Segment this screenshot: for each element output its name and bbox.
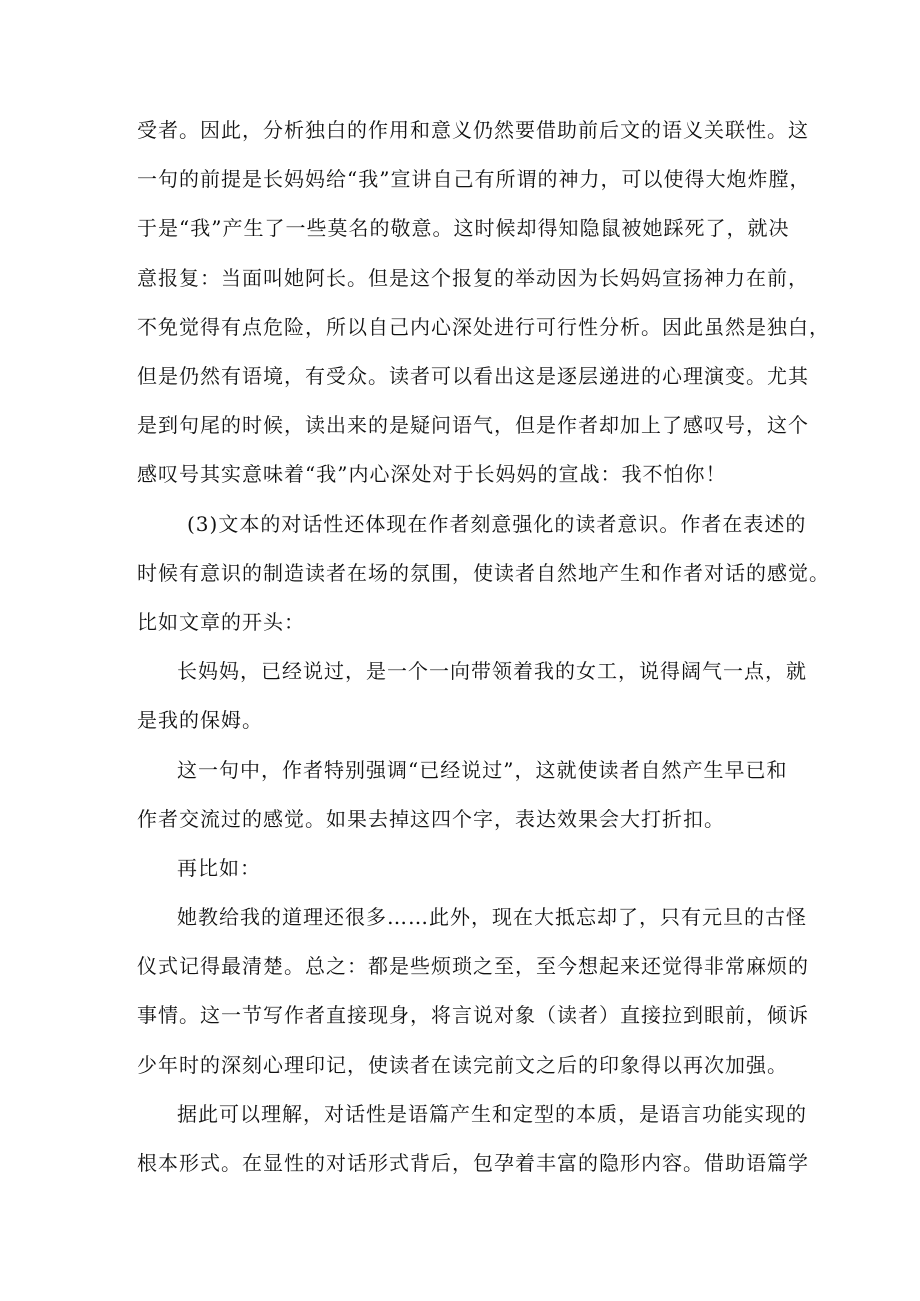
quote-line: 仪式记得最清楚。总之：都是些烦琐之至，至今想起来还觉得非常麻烦的 bbox=[137, 954, 809, 978]
text-line: 比如文章的开头： bbox=[137, 610, 305, 634]
text-line: 时候有意识的制造读者在场的氛围，使读者自然地产生和作者对话的感觉。 bbox=[137, 561, 830, 585]
text-line: 根本形式。在显性的对话形式背后，包孕着丰富的隐形内容。借助语篇学 bbox=[137, 1151, 809, 1175]
text-line: 这一句中，作者特别强调“已经说过”，这就使读者自然产生早已和 bbox=[177, 758, 788, 782]
text-line: 感叹号其实意味着“我”内心深处对于长妈妈的宣战：我不怕你！ bbox=[137, 462, 727, 486]
text-line: 少年时的深刻心理印记，使读者在读完前文之后的印象得以再次加强。 bbox=[137, 1053, 788, 1077]
text-line: 于是“我”产生了一些莫名的敬意。这时候却得知隐鼠被她踩死了，就决 bbox=[137, 216, 790, 240]
quote-line: 是我的保姆。 bbox=[137, 708, 263, 732]
text-line: 受者。因此，分析独白的作用和意义仍然要借助前后文的语义关联性。这 bbox=[137, 118, 809, 142]
text-line: 作者交流过的感觉。如果去掉这四个字，表达效果会大打折扣。 bbox=[137, 807, 725, 831]
quote-line: 长妈妈，已经说过，是一个一向带领着我的女工，说得阔气一点，就 bbox=[177, 659, 807, 683]
text-line: 不免觉得有点危险，所以自己内心深处进行可行性分析。因此虽然是独白， bbox=[137, 315, 830, 339]
quote-line: 她教给我的道理还很多……此外，现在大抵忘却了，只有元旦的古怪 bbox=[177, 905, 807, 929]
text-line: 意报复：当面叫她阿长。但是这个报复的举动因为长妈妈宣扬神力在前， bbox=[137, 266, 809, 290]
text-line: 事情。这一节写作者直接现身，将言说对象（读者）直接拉到眼前，倾诉 bbox=[137, 1003, 809, 1027]
text-line: 是到句尾的时候，读出来的是疑问语气，但是作者却加上了感叹号，这个 bbox=[137, 413, 809, 437]
text-line: 但是仍然有语境，有受众。读者可以看出这是逐层递进的心理演变。尤其 bbox=[137, 364, 809, 388]
text-line: 据此可以理解，对话性是语篇产生和定型的本质，是语言功能实现的 bbox=[177, 1102, 807, 1126]
text-line: 一句的前提是长妈妈给“我”宣讲自己有所谓的神力，可以使得大炮炸膛， bbox=[137, 167, 811, 191]
text-line: 再比如： bbox=[177, 856, 261, 880]
text-line: (3)文本的对话性还体现在作者刻意强化的读者意识。作者在表述的 bbox=[187, 512, 807, 536]
